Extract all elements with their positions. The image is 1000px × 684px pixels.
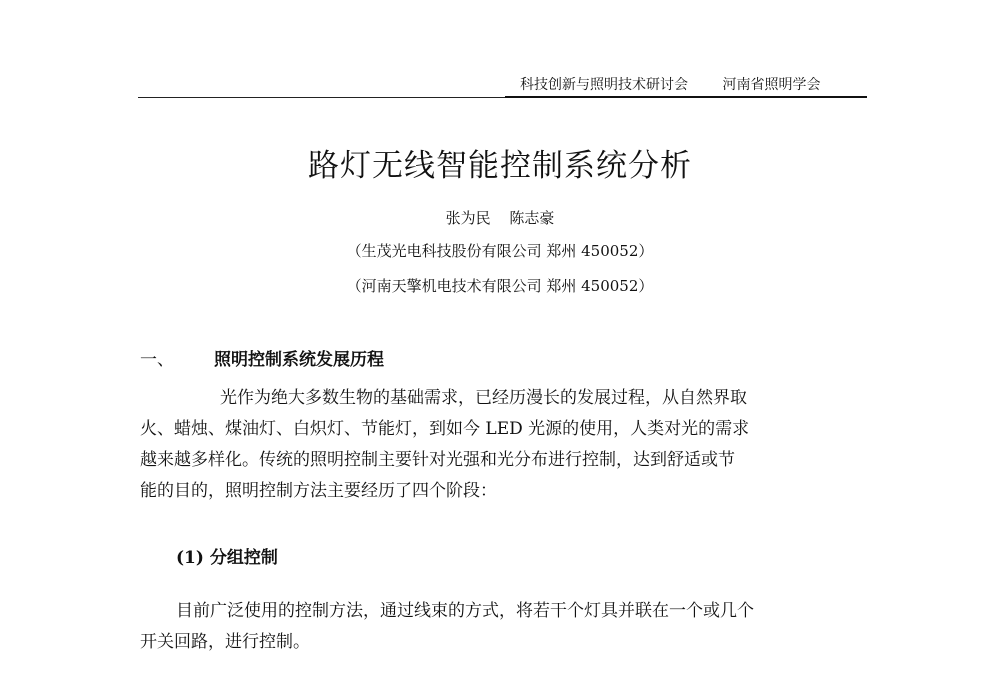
body-paragraph [140,596,870,658]
paragraph-line: 目前广泛使用的控制方法，通过线束的方式，将若干个灯具并联在一个或几个 [176,601,754,621]
header-society: 河南省照明学会 [722,77,821,93]
paragraph-line: 火、蜡烛、煤油灯、白炽灯、节能灯，到如今 LED 光源的使用，人类对光的需求 [140,419,750,439]
paragraph-line: 开关回路，进行控制。 [140,632,310,652]
header-rule-thin [138,97,530,98]
affiliation: （生茂光电科技股份有限公司 郑州 450052） [346,242,654,260]
header-conference: 科技创新与照明技术研讨会 [520,77,688,93]
author-name: 陈志豪 [509,209,555,227]
author-list [0,207,1000,228]
paper-title: 路灯无线智能控制系统分析 [308,148,692,184]
paragraph-line: 能的目的，照明控制方法主要经历了四个阶段： [140,481,497,501]
section-number: 一、 [140,350,174,370]
body-paragraph [140,383,870,507]
paragraph-line: 光作为绝大多数生物的基础需求，已经历漫长的发展过程，从自然界取 [220,388,747,408]
section-title: 照明控制系统发展历程 [214,350,384,370]
section-heading [140,345,384,370]
paragraph-line: 越来越多样化。传统的照明控制主要针对光强和光分布进行控制，达到舒适或节 [140,450,735,470]
header-rule-thick [505,96,867,98]
subsection-heading: (1) 分组控制 [176,548,278,568]
author-name: 张为民 [445,209,491,227]
affiliation: （河南天擎机电技术有限公司 郑州 450052） [346,277,654,295]
running-header [520,74,820,94]
